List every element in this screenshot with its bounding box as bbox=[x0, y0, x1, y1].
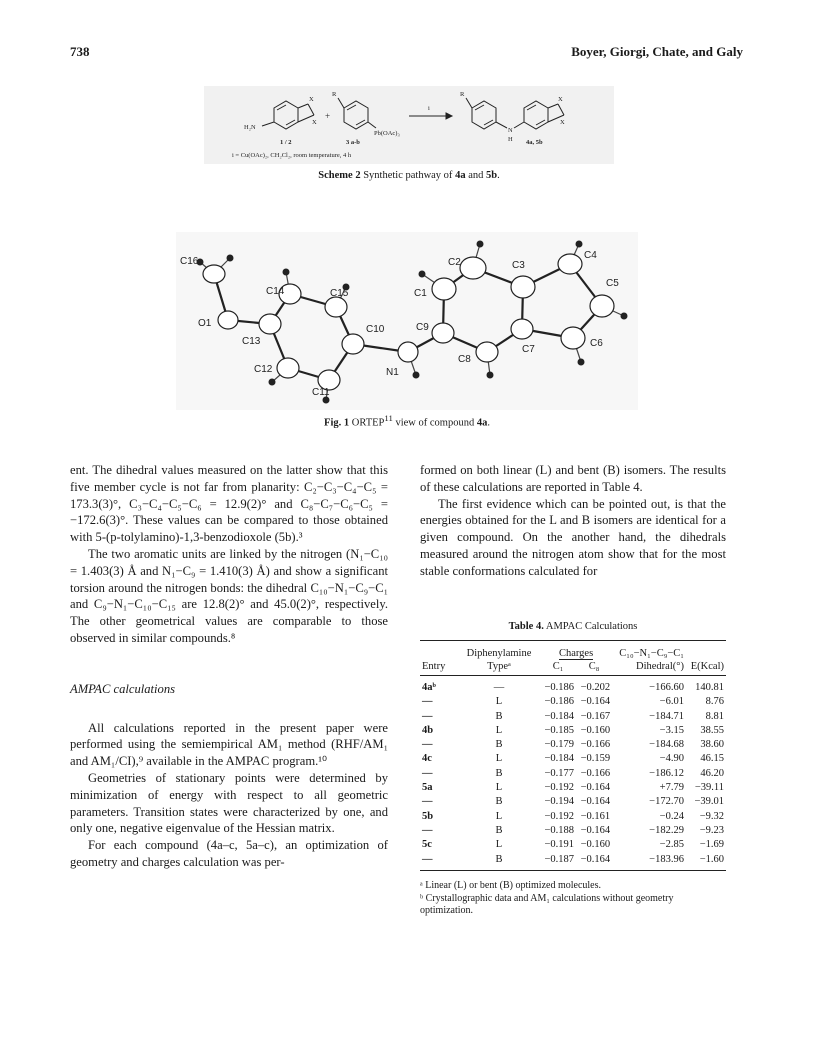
header-energy: E(Kcal) bbox=[686, 660, 726, 676]
cell-entry: — bbox=[422, 696, 433, 708]
cell-dihedral: −6.01 bbox=[659, 696, 684, 708]
cell-energy: −9.23 bbox=[699, 824, 724, 836]
atom-label-c8: C8 bbox=[458, 354, 471, 365]
ortep-drawing bbox=[176, 232, 638, 410]
atom-label-c13: C13 bbox=[242, 336, 261, 347]
cell-energy: 38.60 bbox=[700, 739, 724, 751]
atom-label-o1: O1 bbox=[198, 318, 212, 329]
cell-energy: −1.69 bbox=[699, 839, 724, 851]
scheme-caption-end: . bbox=[497, 170, 500, 181]
header-entry: Entry bbox=[420, 660, 458, 676]
cell-c8: −0.164 bbox=[576, 853, 612, 871]
scheme-caption-compound-1: 4a bbox=[455, 170, 466, 181]
cell-type: B bbox=[458, 853, 540, 871]
scheme-label-x-prod-top: X bbox=[558, 96, 563, 103]
atom-label-c6: C6 bbox=[590, 338, 603, 349]
table-row bbox=[420, 810, 726, 824]
table-row bbox=[420, 838, 726, 852]
cell-entry: 4c bbox=[422, 753, 432, 765]
cell-type: L bbox=[495, 696, 503, 708]
cell-type: B bbox=[495, 767, 503, 779]
table-row bbox=[420, 767, 726, 781]
scheme-caption bbox=[204, 170, 614, 181]
scheme-label-r-product: R bbox=[460, 91, 465, 98]
footnote-a: ᵃ Linear (L) or bent (B) optimized molecules. bbox=[420, 880, 602, 891]
cell-entry: — bbox=[422, 739, 433, 751]
table-row bbox=[420, 738, 726, 752]
cell-c8: −0.159 bbox=[580, 753, 611, 765]
atom-label-c15: C15 bbox=[330, 288, 349, 299]
scheme-2-figure bbox=[204, 86, 614, 164]
cell-c8: −0.202 bbox=[580, 682, 611, 693]
cell-dihedral: −172.70 bbox=[649, 796, 684, 808]
scheme-label-x-prod-bottom: X bbox=[560, 119, 565, 126]
left-paragraph-1: ent. The dihedral values measured on the latter show that this five member cycle is not far from planarity: C₂−C₃−C₄−C₅ = 173.3(3)°, C₃−C₄−C₅−C₆ = 12.9(2)° and C₈−C₇−C₆−C₅ = −172.6(3)°. These values can be compared to those obtained with 5-(p-tolylamino)-1,3-benzodioxole (5b).³ bbox=[70, 463, 388, 545]
cell-type: B bbox=[495, 796, 503, 808]
cell-c1: −0.192 bbox=[544, 810, 575, 822]
cell-c8: −0.160 bbox=[580, 724, 611, 736]
scheme-label-n: N bbox=[508, 127, 513, 134]
atom-label-c2: C2 bbox=[448, 257, 461, 268]
atom-label-c1: C1 bbox=[414, 288, 427, 299]
scheme-label-h2n: H₂N bbox=[244, 124, 256, 131]
left-column bbox=[70, 462, 388, 871]
cell-c8: −0.164 bbox=[580, 696, 611, 708]
scheme-caption-label: Scheme 2 bbox=[318, 170, 361, 181]
cell-energy: 46.20 bbox=[700, 767, 724, 779]
cell-c1: −0.179 bbox=[544, 739, 575, 751]
cell-type: L bbox=[495, 724, 503, 736]
cell-energy: −39.11 bbox=[694, 782, 724, 794]
cell-c1: −0.188 bbox=[544, 824, 575, 836]
scheme-caption-and: and bbox=[468, 170, 484, 181]
cell-energy: −1.60 bbox=[686, 853, 726, 871]
left-paragraph-3: All calculations reported in the present paper were performed using the semiempirical AM₁ method (RHF/AM₁ and AM₁/CI),⁹ available in the AMPAC program.¹⁰ bbox=[70, 720, 388, 769]
cell-type: — bbox=[493, 682, 505, 693]
header-type-top: Diphenylamine bbox=[458, 641, 540, 661]
cell-entry: 5c bbox=[422, 839, 432, 851]
atom-label-c12: C12 bbox=[254, 364, 273, 375]
figure-caption-text-b: view of compound bbox=[395, 417, 475, 429]
cell-dihedral: −2.85 bbox=[659, 839, 684, 851]
cell-type: L bbox=[495, 753, 503, 765]
table-title bbox=[420, 621, 726, 632]
cell-entry: — bbox=[422, 796, 433, 808]
table-row bbox=[420, 695, 726, 709]
cell-c1: −0.184 bbox=[544, 753, 575, 765]
table-row bbox=[420, 795, 726, 809]
cell-energy: 46.15 bbox=[700, 753, 724, 765]
atom-label-n1: N1 bbox=[386, 367, 399, 378]
scheme-2-drawing bbox=[204, 86, 614, 164]
cell-c1: −0.191 bbox=[544, 839, 575, 851]
cell-c8: −0.167 bbox=[580, 710, 611, 722]
cell-entry: — bbox=[420, 853, 458, 871]
table-title-text: AMPAC Calculations bbox=[545, 621, 638, 632]
header-c8: C₈ bbox=[576, 660, 612, 676]
cell-c1: −0.192 bbox=[544, 782, 575, 794]
table-row bbox=[420, 781, 726, 795]
cell-dihedral: −186.12 bbox=[649, 767, 684, 779]
cell-energy: 140.81 bbox=[695, 682, 724, 693]
table-row bbox=[420, 853, 726, 871]
ortep-figure bbox=[176, 232, 638, 410]
left-paragraph-2: The two aromatic units are linked by the nitrogen (N₁−C₁₀ = 1.403(3) Å and N₁−C₉ = 1.410(3) Å) and show a significant torsion around the nitrogen bonds: the dihedral C₁₀−N₁−C₉−C₁ and C₉−N₁−C₁₀−C₁₅ are 12.8(2)° and 45.0(2)°, respectively. The other geometrical values are comparable to those observed in similar compounds.⁸ bbox=[70, 546, 388, 645]
cell-dihedral: −0.24 bbox=[659, 810, 684, 822]
cell-dihedral: −184.68 bbox=[649, 739, 684, 751]
header-dihedral-top: C₁₀−N₁−C₉−C₁ bbox=[612, 641, 686, 661]
ampac-table bbox=[420, 640, 726, 871]
page-number: 738 bbox=[70, 44, 90, 59]
table-4 bbox=[420, 640, 726, 871]
right-paragraph-1: formed on both linear (L) and bent (B) isomers. The results of these calculations are reported in Table 4. bbox=[420, 463, 726, 494]
cell-c1: −0.186 bbox=[544, 696, 575, 708]
scheme-plus: + bbox=[325, 111, 331, 121]
scheme-compound-12: 1 / 2 bbox=[280, 139, 292, 146]
header-dihedral-bottom: Dihedral(°) bbox=[612, 660, 686, 676]
left-paragraph-4: Geometries of stationary points were determined by minimization of energy with respect to all geometric parameters. Transition states were characterized by one, and only one, negative eigenvalue of the Hessian matrix. bbox=[70, 770, 388, 836]
figure-caption-text-a: ORTEP bbox=[351, 417, 385, 429]
cell-type: B bbox=[495, 824, 503, 836]
cell-entry: 4aᵇ bbox=[422, 682, 436, 693]
atom-label-c4: C4 bbox=[584, 250, 597, 261]
cell-energy: −9.32 bbox=[699, 810, 724, 822]
scheme-compound-4a5b: 4a, 5b bbox=[526, 139, 543, 146]
left-paragraph-5: For each compound (4a–c, 5a–c), an optimization of geometry and charges calculation was per- bbox=[70, 838, 388, 869]
scheme-label-r-reactant: R bbox=[332, 91, 337, 98]
figure-caption-end: . bbox=[487, 417, 490, 429]
table-row bbox=[420, 752, 726, 766]
cell-c8: −0.161 bbox=[580, 810, 611, 822]
atom-label-c14: C14 bbox=[266, 286, 285, 297]
cell-entry: — bbox=[422, 767, 433, 779]
scheme-caption-compound-2: 5b bbox=[485, 170, 498, 181]
cell-type: L bbox=[495, 810, 503, 822]
cell-c8: −0.164 bbox=[580, 782, 611, 794]
cell-dihedral: −184.71 bbox=[649, 710, 684, 722]
atom-label-c11: C11 bbox=[312, 387, 330, 398]
cell-type: L bbox=[495, 839, 503, 851]
cell-c1: −0.186 bbox=[544, 682, 575, 693]
figure-caption-label: Fig. 1 bbox=[324, 417, 350, 429]
table-footnotes bbox=[420, 880, 726, 918]
table-row bbox=[420, 676, 726, 696]
table-row bbox=[420, 724, 726, 738]
figure-caption bbox=[176, 413, 638, 429]
atom-label-c7: C7 bbox=[522, 344, 535, 355]
scheme-label-pb: Pb(OAc)₃ bbox=[374, 130, 400, 137]
cell-entry: — bbox=[422, 824, 433, 836]
atom-label-c16: C16 bbox=[180, 256, 199, 267]
cell-c1: −0.194 bbox=[544, 796, 575, 808]
scheme-conditions: i = Cu(OAc)₂, CH₂Cl₂, room temperature, 4 h bbox=[232, 152, 352, 159]
cell-type: L bbox=[495, 782, 503, 794]
cell-dihedral: −182.29 bbox=[649, 824, 684, 836]
header-type-bottom: Typeᵃ bbox=[458, 660, 540, 676]
figure-caption-compound: 4a bbox=[476, 417, 488, 429]
footnote-b: ᵇ Crystallographic data and AM₁ calculations without geometry optimization. bbox=[420, 892, 674, 916]
right-column bbox=[420, 462, 726, 580]
scheme-label-h: H bbox=[508, 136, 513, 143]
cell-dihedral: −183.96 bbox=[612, 853, 686, 871]
scheme-label-x-top: X bbox=[309, 96, 314, 103]
table-title-label: Table 4. bbox=[508, 621, 544, 632]
scheme-caption-text: Synthetic pathway of bbox=[363, 170, 453, 181]
cell-type: B bbox=[495, 739, 503, 751]
cell-dihedral: −4.90 bbox=[659, 753, 684, 765]
cell-dihedral: +7.79 bbox=[659, 782, 684, 794]
cell-dihedral: −166.60 bbox=[649, 682, 684, 693]
scheme-compound-3ab: 3 a-b bbox=[346, 139, 360, 146]
cell-c1: −0.187 bbox=[540, 853, 576, 871]
cell-entry: 4b bbox=[422, 724, 434, 736]
atom-label-c5: C5 bbox=[606, 278, 619, 289]
atom-label-c9: C9 bbox=[416, 322, 429, 333]
running-head: Boyer, Giorgi, Chate, and Galy bbox=[571, 44, 743, 59]
cell-energy: −39.01 bbox=[694, 796, 724, 808]
cell-c8: −0.166 bbox=[580, 739, 611, 751]
cell-entry: 5b bbox=[422, 810, 434, 822]
atom-label-c3: C3 bbox=[512, 260, 525, 271]
cell-c1: −0.185 bbox=[544, 724, 575, 736]
cell-entry: — bbox=[422, 710, 433, 722]
header-charges: Charges bbox=[558, 648, 594, 659]
section-heading: AMPAC calculations bbox=[70, 681, 176, 696]
scheme-label-x-bottom: X bbox=[312, 119, 317, 126]
figure-caption-ref: 11 bbox=[384, 413, 393, 423]
right-paragraph-2: The first evidence which can be pointed out, is that the energies obtained for the L and B isomers are identical for a given compound. On the another hand, the dihedrals measured around the nitrogen atom show that for the most stable conformations calculated for bbox=[420, 496, 726, 578]
cell-c1: −0.184 bbox=[544, 710, 575, 722]
atom-label-c10: C10 bbox=[366, 324, 385, 335]
cell-c8: −0.164 bbox=[580, 796, 611, 808]
cell-dihedral: −3.15 bbox=[659, 724, 684, 736]
table-row bbox=[420, 710, 726, 724]
cell-energy: 38.55 bbox=[700, 724, 724, 736]
cell-energy: 8.76 bbox=[705, 696, 724, 708]
cell-c8: −0.160 bbox=[580, 839, 611, 851]
cell-c1: −0.177 bbox=[544, 767, 575, 779]
scheme-reagent-i: i bbox=[428, 105, 430, 112]
cell-energy: 8.81 bbox=[705, 710, 724, 722]
cell-c8: −0.166 bbox=[580, 767, 611, 779]
cell-type: B bbox=[495, 710, 503, 722]
table-row bbox=[420, 824, 726, 838]
header-c1: C₁ bbox=[540, 660, 576, 676]
cell-c8: −0.164 bbox=[580, 824, 611, 836]
cell-entry: 5a bbox=[422, 782, 433, 794]
